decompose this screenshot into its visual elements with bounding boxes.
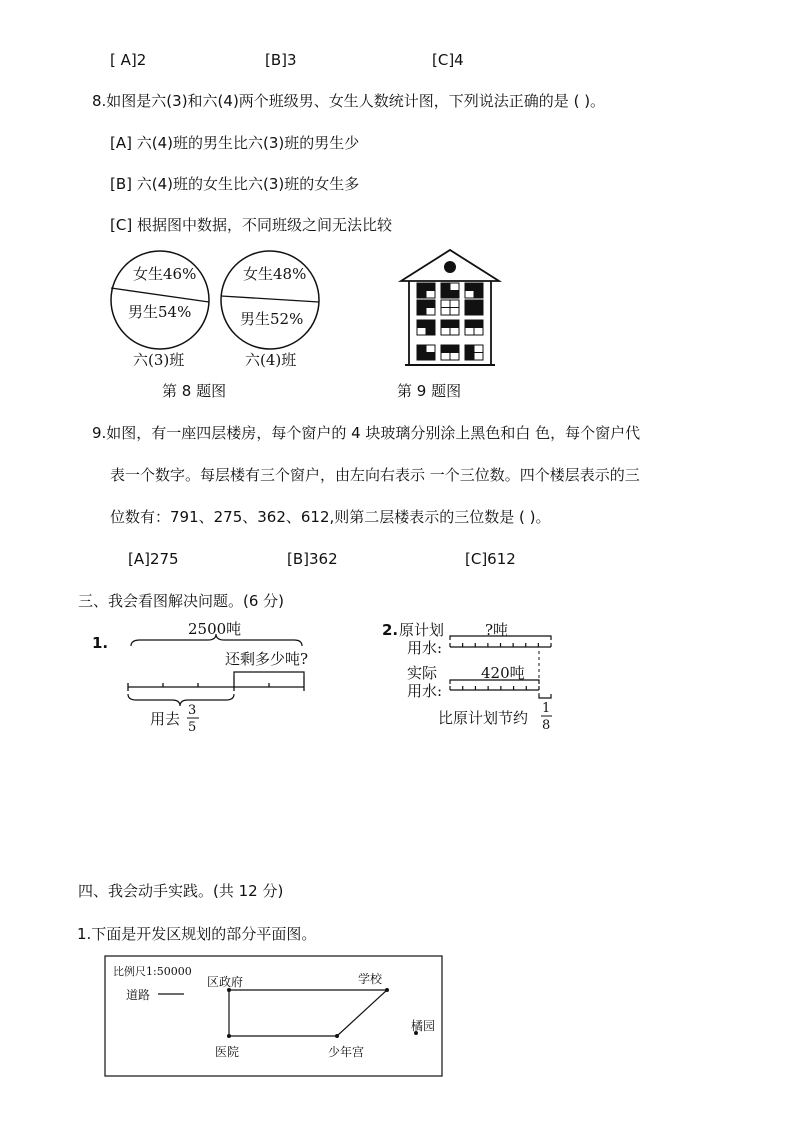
- s3-p2-actual-value: 420吨: [481, 664, 525, 682]
- q7-option-a: [ A]2: [110, 51, 147, 69]
- q9-option-a: [A]275: [128, 550, 179, 568]
- s4-q1-text: 1.下面是开发区规划的部分平面图。: [77, 925, 317, 943]
- q7-option-c: [C]4: [432, 51, 464, 69]
- q8-caption: 第 8 题图: [162, 382, 227, 400]
- q8-stem: 8.如图是六(3)和六(4)两个班级男、女生人数统计图，下列说法正确的是 ( )。: [92, 92, 606, 110]
- map-hospital-label: 医院: [215, 1045, 240, 1059]
- pie-1-class-label: 六(3)班: [133, 351, 185, 369]
- q9-option-c: [C]612: [465, 550, 516, 568]
- section4-title: 四、我会动手实践。(共 12 分): [78, 882, 284, 900]
- map-scale: 比例尺1:50000: [113, 965, 192, 978]
- s3-p2-fraction-den: 8: [542, 718, 551, 733]
- s3-p2-actual-label-1: 实际: [407, 664, 438, 682]
- q8-option-a: [A] 六(4)班的男生比六(3)班的男生少: [110, 134, 360, 152]
- s3-p2-plan-label-2: 用水:: [407, 639, 443, 657]
- map-orange-garden-label: 橘园: [411, 1019, 436, 1033]
- pie-1-girls-label: 女生46%: [133, 265, 197, 283]
- pie-2-boys-label: 男生52%: [240, 310, 304, 328]
- pie-2-class-label: 六(4)班: [245, 351, 297, 369]
- road-quadrilateral: [229, 990, 387, 1036]
- pie-2-girls-label: 女生48%: [243, 265, 307, 283]
- s3-p1-fraction-den: 5: [188, 720, 197, 735]
- map-road-label: 道路: [126, 988, 151, 1002]
- section3-title: 三、我会看图解决问题。(6 分): [78, 592, 285, 610]
- s3-p1-number: 1.: [92, 634, 109, 652]
- q9-line-3: 位数有：791、275、362、612,则第二层楼表示的三位数是 ( )。: [110, 508, 551, 526]
- q7-option-b: [B]3: [265, 51, 297, 69]
- s3-p2-number: 2.: [382, 621, 399, 639]
- map-gov-label: 区政府: [207, 975, 244, 989]
- q9-caption: 第 9 题图: [397, 382, 462, 400]
- s3-p1-fraction-num: 3: [188, 703, 197, 718]
- q9-line-1: 9.如图，有一座四层楼房，每个窗户的 4 块玻璃分别涂上黑色和白 色，每个窗户代: [92, 424, 641, 442]
- s3-p1-total: 2500吨: [188, 620, 242, 638]
- s3-p1-question: 还剩多少吨?: [225, 650, 309, 668]
- s3-p2-actual-label-2: 用水:: [407, 682, 443, 700]
- s3-p2-plan-value: ?吨: [485, 621, 509, 639]
- q8-option-c: [C] 根据图中数据，不同班级之间无法比较: [110, 216, 392, 234]
- q8-option-b: [B] 六(4)班的女生比六(3)班的女生多: [110, 175, 360, 193]
- pie-1-boys-label: 男生54%: [128, 303, 192, 321]
- map-school-label: 学校: [358, 972, 383, 986]
- q9-option-b: [B]362: [287, 550, 338, 568]
- s3-p2-saving-label: 比原计划节约: [438, 709, 529, 727]
- q9-line-2: 表一个数字。每层楼有三个窗户，由左向右表示 一个三位数。四个楼层表示的三: [110, 466, 640, 484]
- s3-p2-fraction-num: 1: [542, 701, 551, 716]
- map-youth-palace-label: 少年宫: [328, 1045, 365, 1059]
- s3-p1-used-label: 用去: [150, 710, 181, 728]
- s3-p2-plan-label-1: 原计划: [399, 621, 445, 639]
